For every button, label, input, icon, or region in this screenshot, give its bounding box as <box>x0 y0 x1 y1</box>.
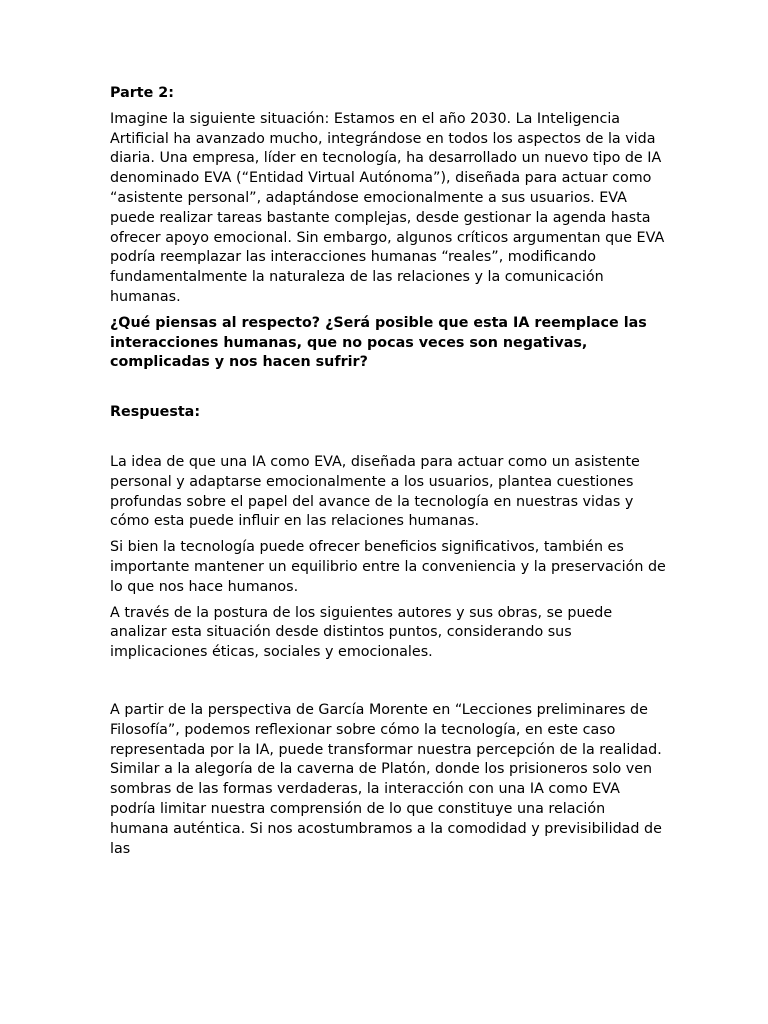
answer-paragraph-2: Si bien la tecnología puede ofrecer beneficios significativos, también es importante mantener un equilibrio entre la conveniencia y la preservación de lo que nos hace humanos. <box>110 539 666 595</box>
spacer <box>110 669 666 701</box>
answer-paragraph-4: A partir de la perspectiva de García Morente en “Lecciones preliminares de Filosofía”, podemos reflexionar sobre cómo la tecnología, en este caso representada por la IA, puede transformar nuestra percepción de la realidad. Similar a la alegoría de la caverna de Platón, donde los prisioneros solo ven sombras de las formas verdaderas, la interacción con una IA como EVA podría limitar nuestra comprensión de lo que constituye una relación humana auténtica. Si nos acostumbramos a la comodidad y previsibilidad de las <box>110 701 662 857</box>
question-paragraph: ¿Qué piensas al respecto? ¿Será posible que esta IA reemplace las interacciones humanas, que no pocas veces son negativas, complicadas y nos hacen sufrir? <box>110 314 647 371</box>
spacer <box>110 429 666 453</box>
scenario-paragraph: Imagine la siguiente situación: Estamos en el año 2030. La Inteligencia Artificial ha avanzado mucho, integrándose en todos los aspectos de la vida diaria. Una empresa, líder en tecnología, ha desarrollado un nuevo tipo de IA denominado EVA (“Entidad Virtual Autónoma”), diseñada para actuar como “asistente personal”, adaptándose emocionalmente a sus usuarios. EVA puede realizar tareas bastante complejas, desde gestionar la agenda hasta ofrecer apoyo emocional. Sin embargo, algunos críticos argumentan que EVA podría reemplazar las interacciones humanas “reales”, modificando fundamentalmente la naturaleza de las relaciones y la comunicación humanas. <box>110 110 665 305</box>
part-title: Parte 2: <box>110 85 174 101</box>
answer-paragraph-3: A través de la postura de los siguientes autores y sus obras, se puede analizar esta situación desde distintos puntos, considerando sus implicaciones éticas, sociales y emocionales. <box>110 604 613 661</box>
answer-paragraph-1: La idea de que una IA como EVA, diseñada para actuar como un asistente personal y adaptarse emocionalmente a los usuarios, plantea cuestiones profundas sobre el papel del avance de la tecnología en nuestras vidas y cómo esta puede influir en las relaciones humanas. <box>110 453 640 530</box>
spacer <box>110 379 666 403</box>
document-page <box>110 84 666 865</box>
answer-title: Respuesta: <box>110 404 201 421</box>
